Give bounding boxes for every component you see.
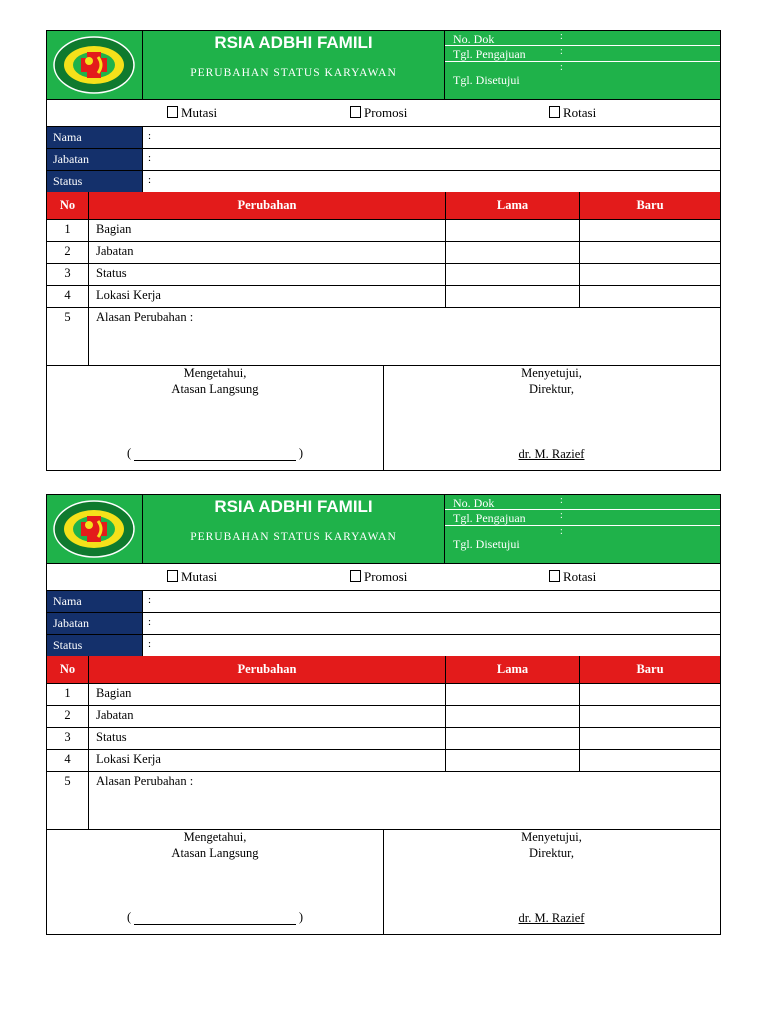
hospital-name: RSIA ADBHI FAMILI bbox=[214, 33, 373, 52]
title-cell bbox=[143, 31, 445, 99]
meta-label: Tgl. Pengajuan bbox=[453, 511, 526, 525]
col-header-perubahan: Perubahan bbox=[89, 192, 446, 219]
table-row bbox=[47, 683, 720, 706]
close-paren: ) bbox=[298, 910, 303, 924]
sign-caption: Mengetahui, bbox=[183, 830, 247, 844]
row-number: 1 bbox=[47, 219, 89, 241]
sign-role: Atasan Langsung bbox=[171, 846, 259, 860]
row-number: 3 bbox=[47, 727, 89, 749]
signature-name-field[interactable] bbox=[127, 447, 303, 461]
checkbox-icon[interactable] bbox=[350, 106, 361, 118]
baru-cell[interactable] bbox=[580, 705, 720, 727]
info-row-nama bbox=[47, 591, 720, 613]
lama-cell[interactable] bbox=[446, 749, 580, 771]
info-label: Status bbox=[47, 171, 143, 192]
hospital-logo-icon bbox=[51, 35, 137, 95]
checkbox-label: Mutasi bbox=[181, 105, 218, 120]
row-number: 3 bbox=[47, 263, 89, 285]
table-row-reason bbox=[47, 307, 720, 366]
change-type-options bbox=[47, 99, 720, 127]
row-item: Bagian bbox=[89, 219, 446, 241]
row-number: 2 bbox=[47, 705, 89, 727]
table-header bbox=[47, 656, 720, 684]
info-label: Nama bbox=[47, 591, 143, 612]
meta-label: No. Dok bbox=[453, 496, 495, 510]
col-header-lama: Lama bbox=[446, 656, 580, 683]
meta-label: Tgl. Pengajuan bbox=[453, 47, 526, 61]
director-name: dr. M. Razief bbox=[518, 911, 585, 925]
col-header-baru: Baru bbox=[636, 662, 664, 676]
col-header-lama: Lama bbox=[446, 192, 580, 219]
signature-director bbox=[383, 365, 720, 470]
meta-row-no-dok bbox=[445, 31, 720, 46]
baru-cell[interactable] bbox=[580, 727, 720, 749]
signature-section bbox=[47, 829, 720, 934]
table-row bbox=[47, 749, 720, 772]
row-item: Status bbox=[89, 263, 446, 285]
baru-cell[interactable] bbox=[580, 241, 720, 263]
status-field[interactable]: : bbox=[148, 638, 152, 650]
form-title: PERUBAHAN STATUS KARYAWAN bbox=[190, 531, 397, 543]
checkbox-label: Rotasi bbox=[563, 569, 597, 584]
col-header-no: No bbox=[47, 656, 89, 683]
form-title: PERUBAHAN STATUS KARYAWAN bbox=[190, 67, 397, 79]
row-item: Jabatan bbox=[89, 705, 446, 727]
info-row-jabatan bbox=[47, 613, 720, 635]
baru-cell[interactable] bbox=[580, 683, 720, 705]
meta-label: No. Dok bbox=[453, 32, 495, 46]
row-number: 4 bbox=[47, 285, 89, 307]
sign-role: Direktur, bbox=[529, 846, 574, 860]
sign-role: Atasan Langsung bbox=[171, 382, 259, 396]
info-label: Status bbox=[47, 635, 143, 656]
nama-field[interactable]: : bbox=[148, 594, 152, 606]
meta-label: Tgl. Disetujui bbox=[453, 537, 520, 551]
col-header-baru: Baru bbox=[636, 198, 664, 212]
logo-cell bbox=[47, 31, 143, 99]
row-item: Jabatan bbox=[89, 241, 446, 263]
director-name: dr. M. Razief bbox=[518, 447, 585, 461]
row-number: 5 bbox=[47, 307, 89, 365]
signature-underline bbox=[134, 924, 296, 925]
table-row bbox=[47, 241, 720, 264]
signature-supervisor bbox=[47, 365, 384, 470]
info-row-jabatan bbox=[47, 149, 720, 171]
nama-field[interactable]: : bbox=[148, 130, 152, 142]
checkbox-rotasi[interactable] bbox=[549, 105, 596, 121]
info-row-status bbox=[47, 635, 720, 657]
info-row-status bbox=[47, 171, 720, 193]
hospital-name: RSIA ADBHI FAMILI bbox=[214, 497, 373, 516]
checkbox-label: Rotasi bbox=[563, 105, 597, 120]
form-header bbox=[47, 31, 720, 100]
baru-cell[interactable] bbox=[580, 749, 720, 771]
table-row bbox=[47, 705, 720, 728]
checkbox-mutasi[interactable] bbox=[167, 569, 217, 585]
table-row bbox=[47, 263, 720, 286]
row-item: Lokasi Kerja bbox=[89, 285, 446, 307]
checkbox-label: Mutasi bbox=[181, 569, 218, 584]
info-label: Nama bbox=[47, 127, 143, 148]
meta-row-tgl-pengajuan bbox=[445, 46, 720, 62]
lama-cell[interactable] bbox=[446, 727, 580, 749]
lama-cell[interactable] bbox=[446, 285, 580, 307]
open-paren: ( bbox=[127, 446, 132, 460]
row-item: Lokasi Kerja bbox=[89, 749, 446, 771]
open-paren: ( bbox=[127, 910, 132, 924]
checkbox-rotasi[interactable] bbox=[549, 569, 596, 585]
col-header-no: No bbox=[47, 192, 89, 219]
row-item: Bagian bbox=[89, 683, 446, 705]
close-paren: ) bbox=[298, 446, 303, 460]
row-number: 1 bbox=[47, 683, 89, 705]
signature-director bbox=[383, 829, 720, 934]
info-row-nama bbox=[47, 127, 720, 149]
col-header-perubahan: Perubahan bbox=[89, 656, 446, 683]
info-label: Jabatan bbox=[47, 149, 143, 170]
row-item: Status bbox=[89, 727, 446, 749]
status-field[interactable]: : bbox=[148, 174, 152, 186]
baru-cell[interactable] bbox=[580, 263, 720, 285]
lama-cell[interactable] bbox=[446, 219, 580, 241]
checkbox-icon[interactable] bbox=[167, 106, 178, 118]
baru-cell[interactable] bbox=[580, 285, 720, 307]
checkbox-promosi[interactable] bbox=[350, 105, 407, 121]
meta-value-field[interactable]: : bbox=[560, 62, 563, 73]
lama-cell[interactable] bbox=[446, 705, 580, 727]
checkbox-icon[interactable] bbox=[167, 570, 178, 582]
status-change-form-1 bbox=[46, 30, 721, 471]
row-number: 5 bbox=[47, 771, 89, 829]
row-number: 2 bbox=[47, 241, 89, 263]
jabatan-field[interactable]: : bbox=[148, 152, 152, 164]
signature-section bbox=[47, 365, 720, 470]
checkbox-label: Promosi bbox=[364, 569, 408, 584]
checkbox-icon[interactable] bbox=[350, 570, 361, 582]
title-cell bbox=[143, 495, 445, 563]
checkbox-label: Promosi bbox=[364, 105, 408, 120]
table-row bbox=[47, 285, 720, 308]
signature-underline bbox=[134, 460, 296, 461]
logo-cell bbox=[47, 495, 143, 563]
form-header bbox=[47, 495, 720, 564]
lama-cell[interactable] bbox=[446, 683, 580, 705]
checkbox-icon[interactable] bbox=[549, 106, 560, 118]
lama-cell[interactable] bbox=[446, 241, 580, 263]
sign-caption: Menyetujui, bbox=[521, 366, 582, 380]
meta-value-field[interactable]: : bbox=[560, 31, 563, 42]
hospital-logo-icon bbox=[51, 499, 137, 559]
document-meta bbox=[445, 31, 720, 99]
change-type-options bbox=[47, 563, 720, 591]
checkbox-promosi[interactable] bbox=[350, 569, 407, 585]
table-row bbox=[47, 219, 720, 242]
meta-row-tgl-disetujui bbox=[445, 526, 720, 563]
reason-field[interactable]: Alasan Perubahan : bbox=[96, 774, 194, 788]
meta-row-tgl-pengajuan bbox=[445, 510, 720, 526]
jabatan-field[interactable]: : bbox=[148, 616, 152, 628]
signature-supervisor bbox=[47, 829, 384, 934]
sign-caption: Mengetahui, bbox=[183, 366, 247, 380]
meta-row-tgl-disetujui bbox=[445, 62, 720, 99]
signature-name-field[interactable] bbox=[127, 911, 303, 925]
sign-caption: Menyetujui, bbox=[521, 830, 582, 844]
status-change-form-2 bbox=[46, 494, 721, 935]
sign-role: Direktur, bbox=[529, 382, 574, 396]
meta-value-field[interactable]: : bbox=[560, 526, 563, 537]
info-label: Jabatan bbox=[47, 613, 143, 634]
table-header bbox=[47, 192, 720, 220]
meta-value-field[interactable]: : bbox=[560, 510, 563, 521]
meta-value-field[interactable]: : bbox=[560, 46, 563, 57]
document-meta bbox=[445, 495, 720, 563]
table-row-reason bbox=[47, 771, 720, 830]
meta-value-field[interactable]: : bbox=[560, 495, 563, 506]
baru-cell[interactable] bbox=[580, 219, 720, 241]
meta-label: Tgl. Disetujui bbox=[453, 73, 520, 87]
row-number: 4 bbox=[47, 749, 89, 771]
checkbox-mutasi[interactable] bbox=[167, 105, 217, 121]
checkbox-icon[interactable] bbox=[549, 570, 560, 582]
table-row bbox=[47, 727, 720, 750]
reason-field[interactable]: Alasan Perubahan : bbox=[96, 310, 194, 324]
lama-cell[interactable] bbox=[446, 263, 580, 285]
meta-row-no-dok bbox=[445, 495, 720, 510]
